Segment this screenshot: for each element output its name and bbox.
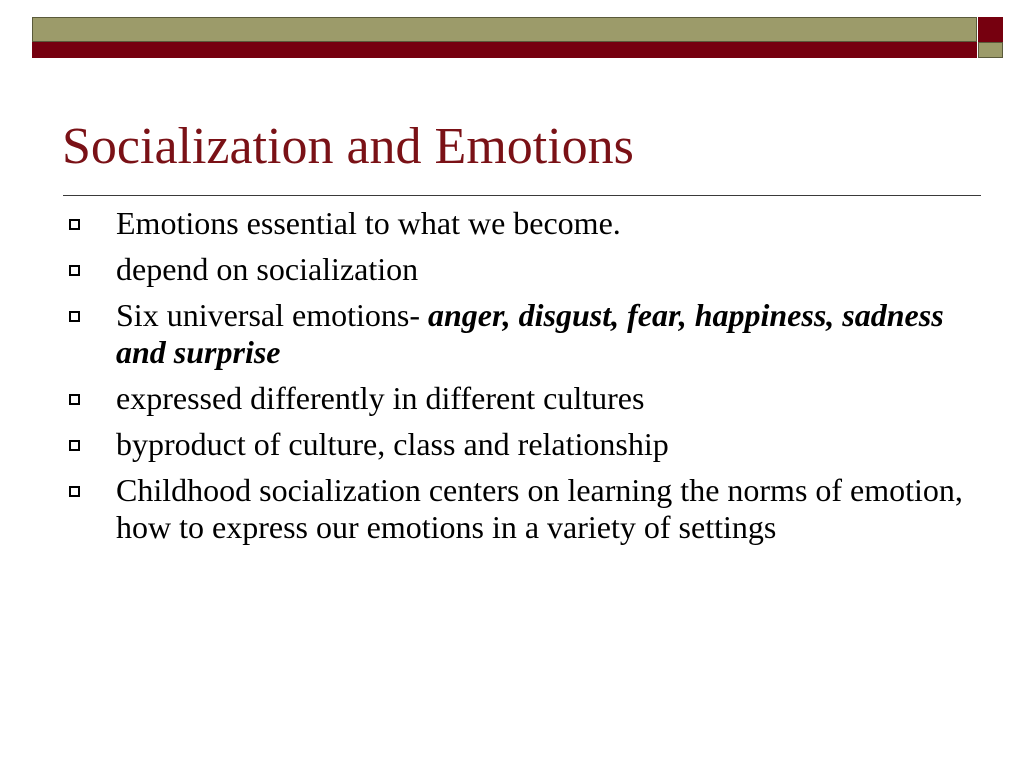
bullet-list (0, 205, 1024, 555)
bullet-text: Childhood socialization centers on learning the norms of emotion, how to express our emotions in a variety of settings (116, 472, 963, 545)
hollow-square-icon (69, 486, 80, 497)
hollow-square-icon (69, 440, 80, 451)
slide-title: Socialization and Emotions (62, 118, 634, 175)
bullet-item (0, 472, 1024, 546)
corner-square-red (978, 17, 1003, 42)
bullet-text: byproduct of culture, class and relationship (116, 426, 669, 462)
bullet-text: depend on socialization (116, 251, 419, 287)
bullet-item (0, 251, 1024, 288)
hollow-square-icon (69, 311, 80, 322)
bullet-item (0, 205, 1024, 242)
bullet-item (0, 297, 1024, 371)
bullet-item (0, 380, 1024, 417)
hollow-square-icon (69, 265, 80, 276)
bullet-text: expressed differently in different cultures (116, 380, 645, 416)
header-band-red (32, 42, 977, 58)
corner-square-olive (978, 42, 1003, 58)
bullet-item (0, 426, 1024, 463)
hollow-square-icon (69, 394, 80, 405)
hollow-square-icon (69, 219, 80, 230)
bullet-emphasis: anger, disgust, fear, happiness, sadness and surprise (116, 297, 944, 370)
bullet-text: Six universal emotions- (116, 297, 428, 333)
title-divider (63, 195, 981, 196)
bullet-text: Emotions essential to what we become. (116, 205, 621, 241)
header-band-olive (32, 17, 977, 42)
